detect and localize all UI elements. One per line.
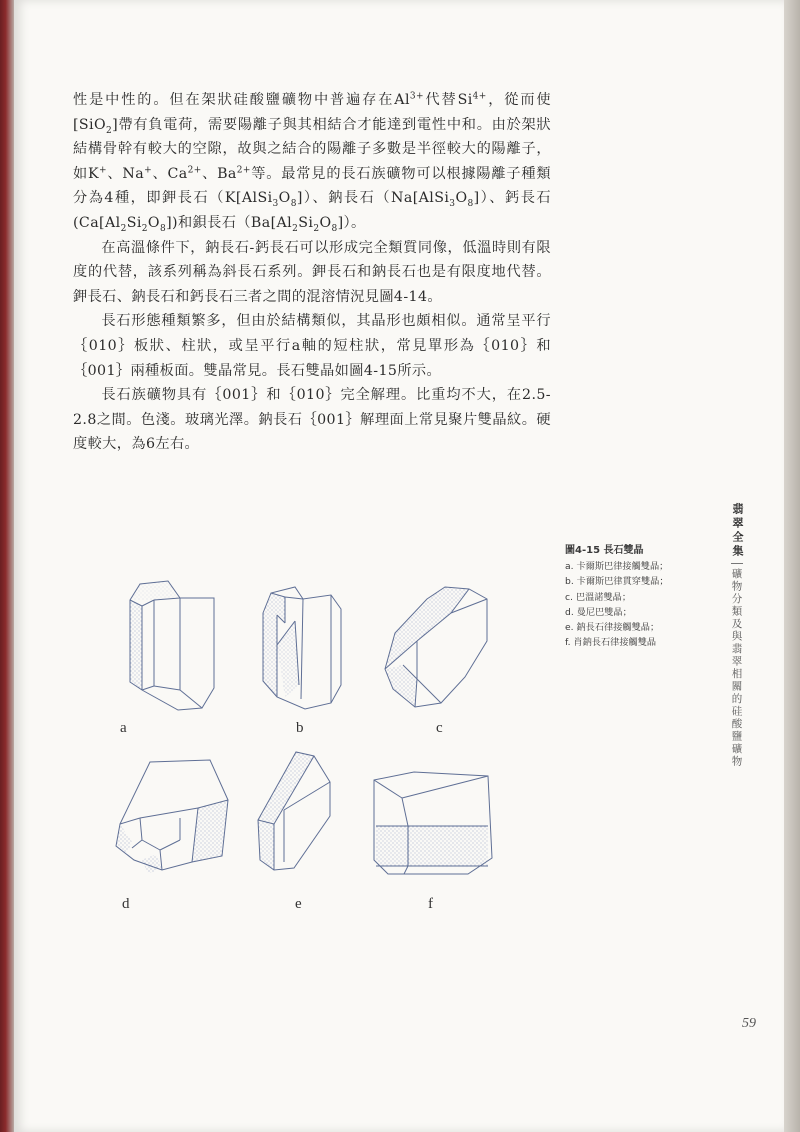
crystal-drawing-f — [368, 770, 498, 880]
page-stack-edge — [784, 0, 800, 1132]
crystal-drawing-d — [112, 758, 242, 878]
crystal-drawing-a — [118, 578, 218, 718]
book-spine-edge — [0, 0, 14, 1132]
crystal-drawing-c — [375, 585, 495, 715]
figure-label-e: e — [295, 896, 302, 912]
figure-label-c: c — [436, 720, 443, 736]
caption-item: f. 肖鈉長石律接觸雙晶 — [565, 637, 657, 649]
paragraph-2: 在高溫條件下，鈉長石-鈣長石可以形成完全類質同像，低溫時則有限度的代替，該系列稱為斜長石系列。鉀長石和鈉長石也是有限度地代替。鉀長石、鈉長石和鈣長石三者之間的混溶情況見圖4-14。 — [73, 239, 551, 305]
caption-item: e. 鈉長石律接觸雙晶； — [565, 622, 660, 634]
figure-caption — [565, 543, 715, 650]
figure-label-b: b — [296, 720, 304, 736]
caption-title: 圖4-15 長石雙晶 — [565, 545, 644, 556]
page-number: 59 — [742, 1016, 756, 1031]
body-text — [73, 88, 551, 457]
caption-item: b. 卡爾斯巴律貫穿雙晶； — [565, 576, 669, 588]
figure-label-d: d — [122, 896, 130, 912]
paragraph-1: 性是中性的。但在架狀硅酸鹽礦物中普遍存在$Al^{3+}$代替$Si^{4+}$，從而使[SiO$_2$]帶有負電荷，需要陽離子與其相結合才能達到電性中和。由於架狀結構骨幹有較大的空隙，故與之結合的陽離子多數是半徑較大的陽離子，如K+、Na+、$Ca^{2+}$、$Ba^{2+}$等。最常見的長石族礦物可以根據陽離子種類分為4種，即鉀長石$(K[AlSi_3O_8])$、鈉長石$(Na[AlSi_3O_8])$、鈣長石$(Ca[Al_2Si_2O_8])$和鋇長石$(Ba[Al_2Si_2O_8])$。 — [73, 91, 552, 234]
paragraph-4: 長石族礦物具有｛001｝和｛010｝完全解理。比重均不大，在2.5-2.8之間。色淺。玻璃光澤。鈉長石｛001｝解理面上常見聚片雙晶紋。硬度較大，為6左右。 — [73, 387, 551, 453]
series-title: 翡翠全集 — [731, 503, 744, 559]
paragraph-3: 長石形態種類繁多，但由於結構類似，其晶形也頗相似。通常呈平行｛010｝板狀、柱狀，或呈平行a軸的短柱狀，常見單形為｛010｝和｛001｝兩種板面。雙晶常見。長石雙晶如圖4-15所示。 — [73, 313, 551, 379]
caption-item: d. 曼尼巴雙晶； — [565, 606, 632, 618]
crystal-drawing-e — [250, 750, 335, 880]
caption-item: a. 卡爾斯巴律接觸雙晶； — [565, 561, 669, 573]
chapter-title: 礦物分類及與翡翠相關的硅酸鹽礦物 — [730, 568, 743, 768]
sidebar-running-head — [728, 503, 746, 768]
figure-label-a: a — [120, 720, 127, 736]
figure-label-f: f — [428, 896, 433, 912]
caption-item: c. 巴溫諾雙晶； — [565, 591, 632, 603]
sidebar-divider — [731, 563, 743, 564]
crystal-drawing-b — [255, 585, 350, 715]
